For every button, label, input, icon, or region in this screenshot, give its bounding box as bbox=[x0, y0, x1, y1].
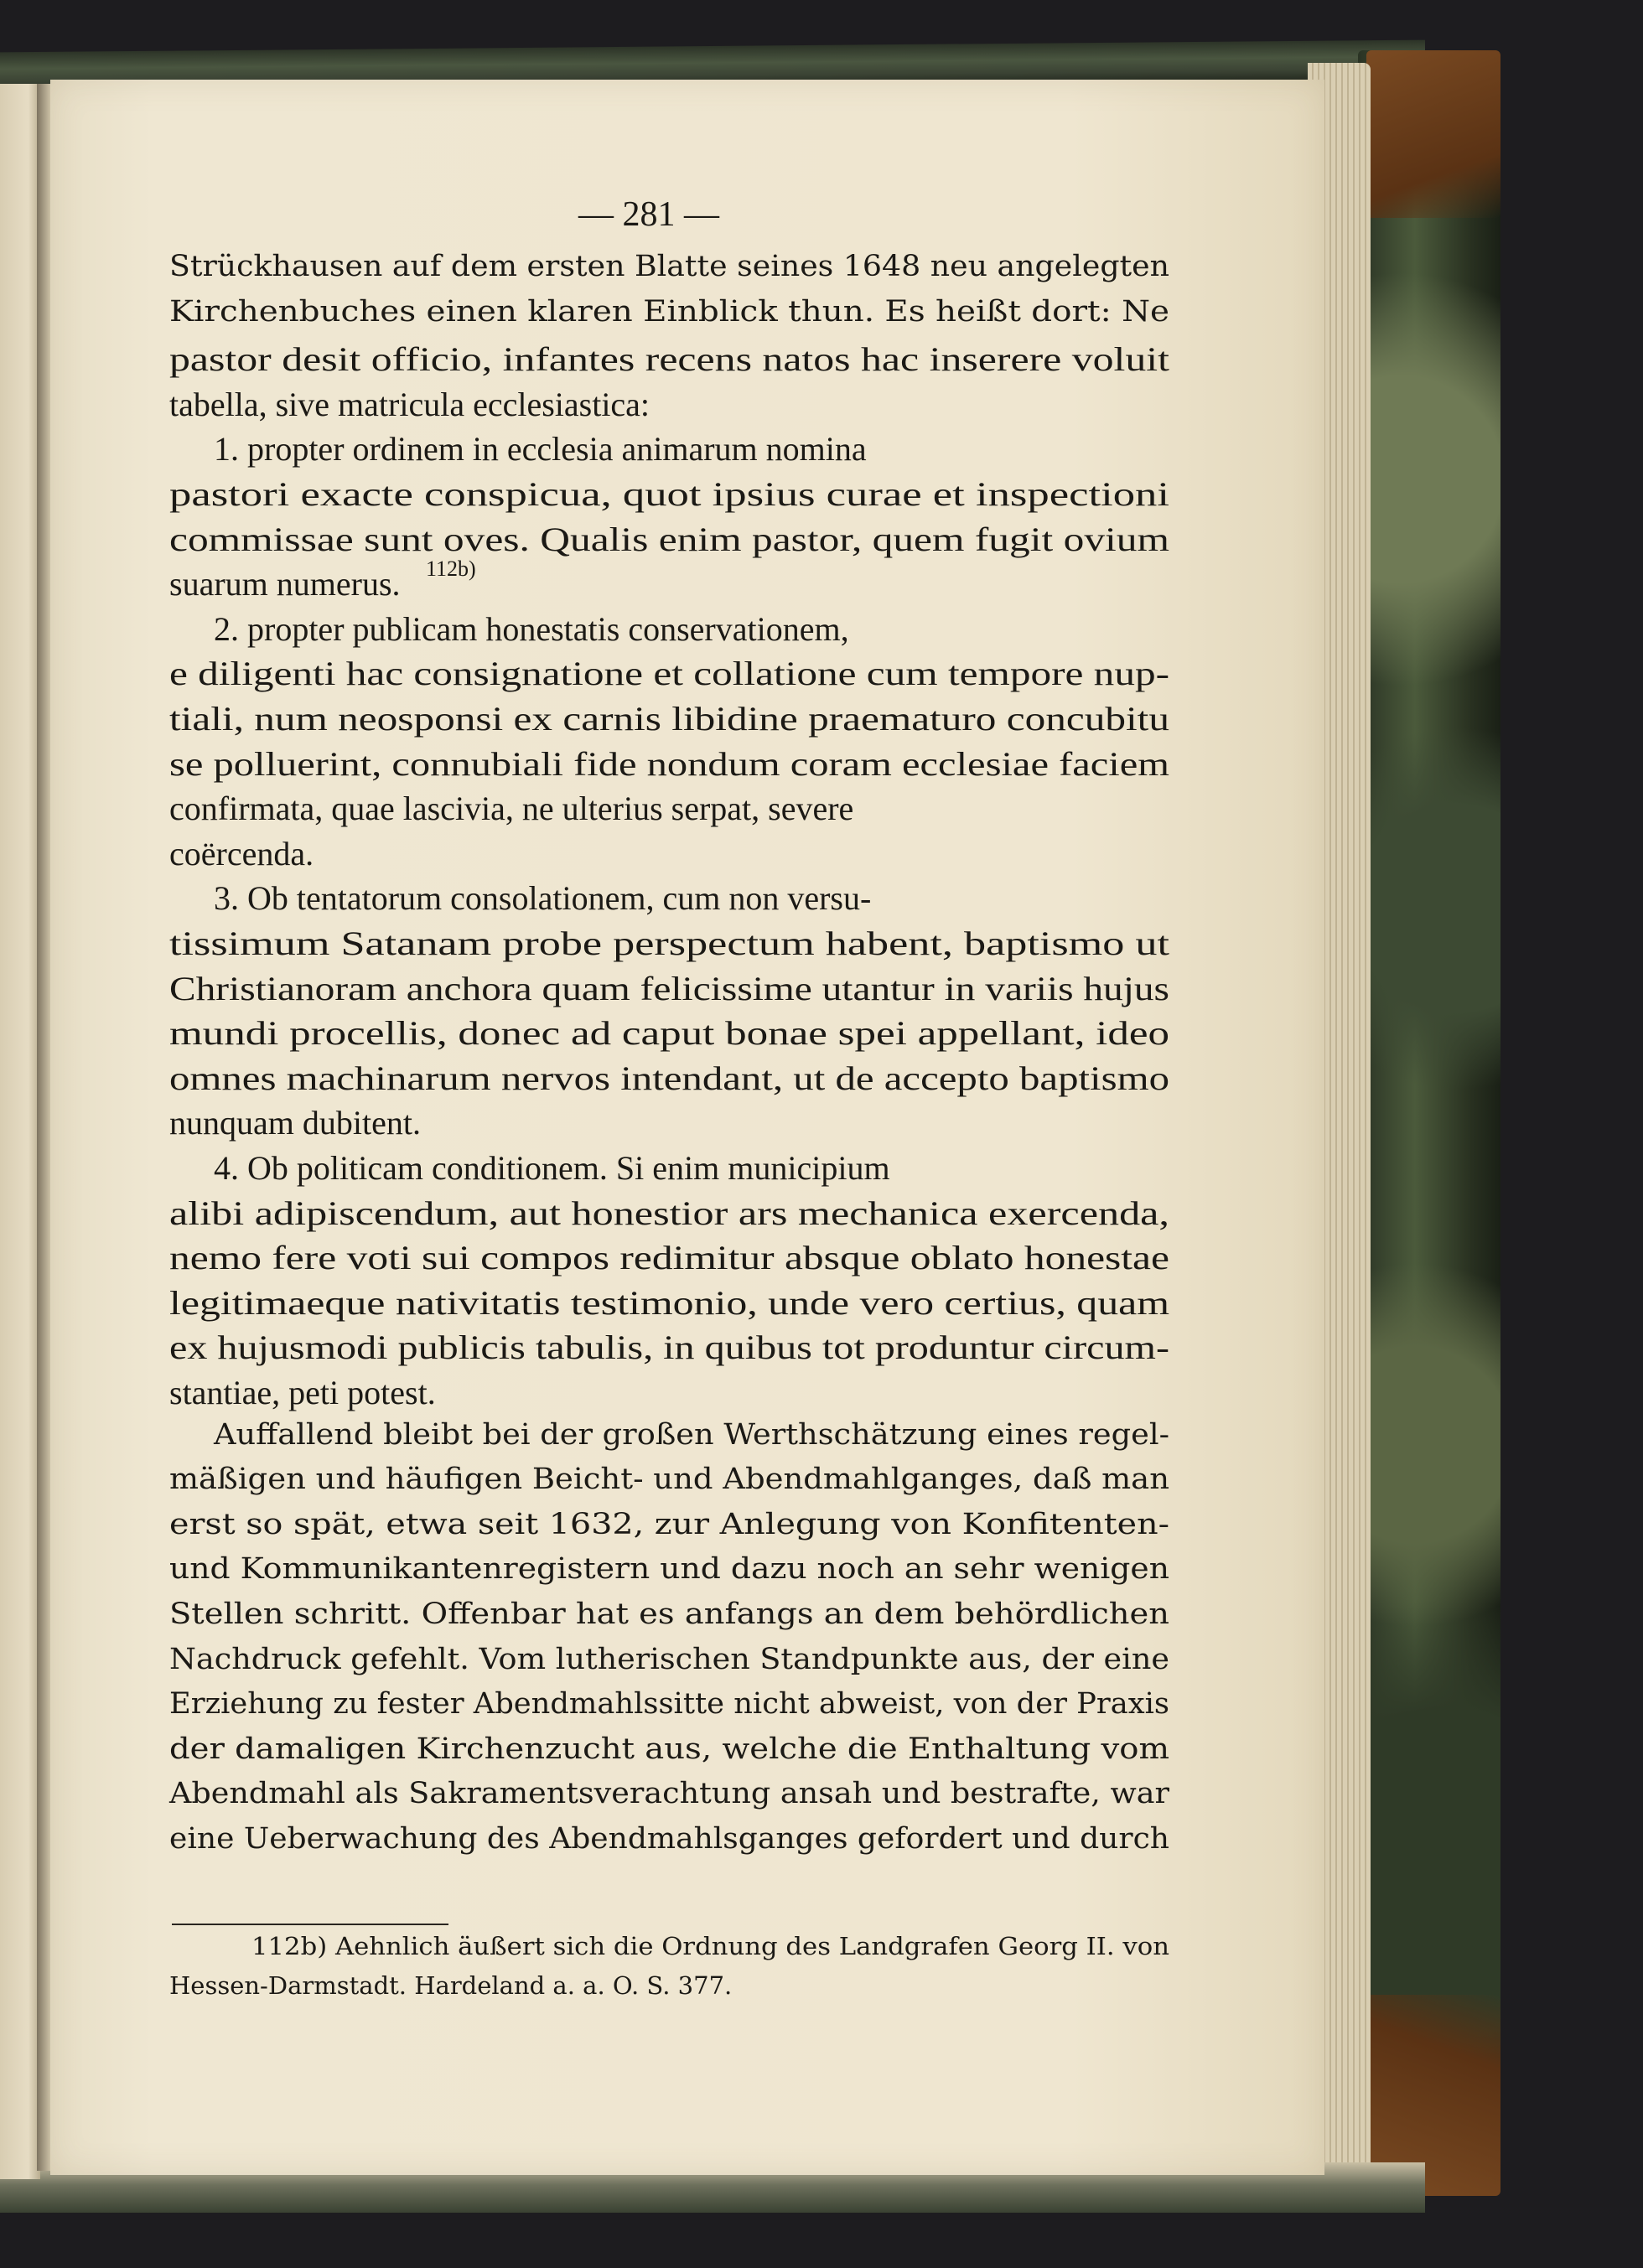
text-line: legitimaeque nativitatis testimonio, unde vero certius, quam bbox=[169, 1283, 1169, 1322]
text-line: suarum numerus. bbox=[169, 565, 401, 603]
footnote-line: Hessen-Darmstadt. Hardeland a. a. O. S. 377. bbox=[169, 1971, 733, 2000]
text-line: Auffallend bleibt bei der großen Werthschätzung eines regel- bbox=[214, 1417, 1169, 1452]
footnote-rule bbox=[172, 1924, 448, 1925]
text-line: alibi adipiscendum, aut honestior ars mechanica exercenda, bbox=[169, 1194, 1169, 1232]
text-line: confirmata, quae lascivia, ne ulterius serpat, severe bbox=[169, 790, 854, 828]
text-line: Erziehung zu fester Abendmahlssitte nicht abweist, von der Praxis bbox=[169, 1687, 1169, 1722]
footnote-line: 112b) Aehnlich äußert sich die Ordnung des Landgrafen Georg II. von bbox=[251, 1932, 1169, 1960]
text-line: ex hujusmodi publicis tabulis, in quibus tot produntur circum- bbox=[169, 1328, 1169, 1367]
text-line: tabella, sive matricula ecclesiastica: bbox=[169, 385, 650, 423]
text-line: mundi procellis, donec ad caput bonae spei appellant, ideo bbox=[169, 1014, 1169, 1053]
text-line: 4. Ob politicam conditionem. Si enim municipium bbox=[214, 1149, 890, 1187]
text-line: Nachdruck gefehlt. Vom lutherischen Standpunkte aus, der eine bbox=[169, 1642, 1169, 1676]
footnote-reference: 112b) bbox=[426, 557, 476, 582]
text-line: se polluerint, connubiali fide nondum coram ecclesiae faciem bbox=[169, 744, 1169, 783]
text-line: Stellen schritt. Offenbar hat es anfangs an dem behördlichen bbox=[169, 1597, 1169, 1631]
text-line: tissimum Satanam probe perspectum habent, baptismo ut bbox=[169, 924, 1169, 962]
text-line: nunquam dubitent. bbox=[169, 1104, 421, 1142]
marbled-cover bbox=[1358, 50, 1500, 2196]
text-line: eine Ueberwachung des Abendmahlsganges gefordert und durch bbox=[169, 1822, 1169, 1856]
text-line: Kirchenbuches einen klaren Einblick thun. Es heißt dort: Ne bbox=[169, 294, 1169, 329]
text-line: und Kommunikantenregistern und dazu noch an sehr wenigen bbox=[169, 1552, 1169, 1587]
page-number: — 281 — bbox=[578, 195, 719, 234]
text-line: nemo fere voti sui compos redimitur absque oblato honestae bbox=[169, 1239, 1169, 1277]
text-line: 1. propter ordinem in ecclesia animarum nomina bbox=[214, 430, 867, 469]
text-line: e diligenti hac consignatione et collatione cum tempore nup- bbox=[169, 655, 1169, 693]
text-line: omnes machinarum nervos intendant, ut de accepto baptismo bbox=[169, 1059, 1169, 1097]
text-line: Christianoram anchora quam felicissime utantur in variis hujus bbox=[169, 969, 1169, 1007]
text-line: Strückhausen auf dem ersten Blatte seines 1648 neu angelegten bbox=[169, 250, 1169, 283]
text-line: pastori exacte conspicua, quot ipsius curae et inspectioni bbox=[169, 475, 1169, 513]
text-line: erst so spät, etwa seit 1632, zur Anlegung von Konfitenten- bbox=[169, 1507, 1169, 1541]
text-line: 2. propter publicam honestatis conservationem, bbox=[214, 609, 849, 648]
text-line: commissae sunt oves. Qualis enim pastor, quem fugit ovium bbox=[169, 520, 1169, 558]
text-line: Abendmahl als Sakramentsverachtung ansah und bestrafte, war bbox=[169, 1777, 1169, 1811]
text-line: 3. Ob tentatorum consolationem, cum non versu- bbox=[214, 879, 872, 918]
text-line: tiali, num neosponsi ex carnis libidine praematuro concubitu bbox=[169, 700, 1169, 738]
text-line: pastor desit officio, infantes recens natos hac inserere voluit bbox=[169, 340, 1169, 379]
text-line: stantiae, peti potest. bbox=[169, 1374, 436, 1411]
previous-page-edge bbox=[0, 84, 40, 2179]
text-line: coërcenda. bbox=[169, 834, 314, 873]
text-line: mäßigen und häufigen Beicht- und Abendmahlganges, daß man bbox=[169, 1463, 1169, 1497]
leather-corner-top bbox=[1366, 50, 1500, 218]
text-line: der damaligen Kirchenzucht aus, welche die Enthaltung vom bbox=[169, 1732, 1169, 1766]
